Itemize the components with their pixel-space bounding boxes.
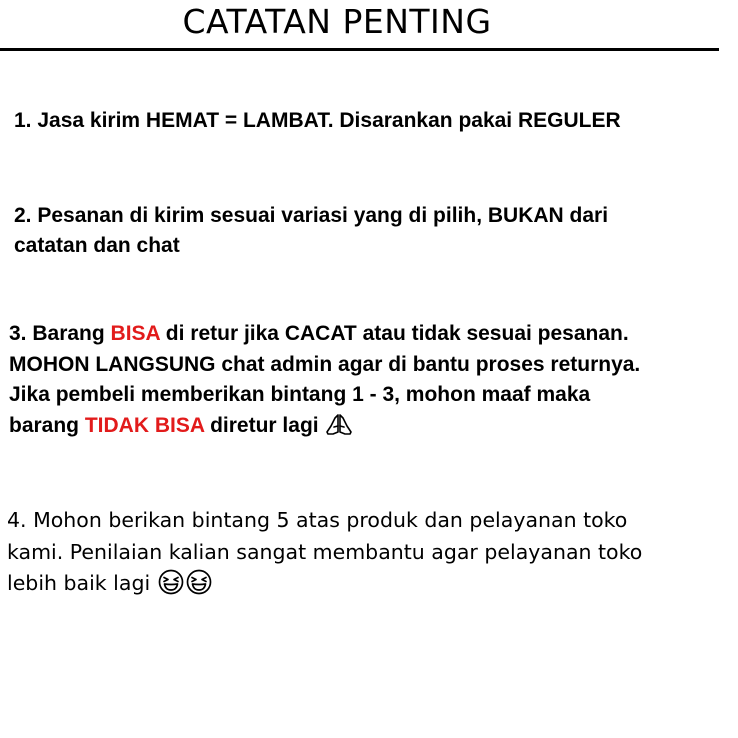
- note-3: [9, 319, 737, 446]
- note-3-line-4-pre: barang: [9, 413, 85, 437]
- highlight-bisa: BISA: [110, 322, 160, 345]
- note-4-line-2: kami. Penilaian kalian sangat membantu agar pelayanan toko: [7, 539, 643, 564]
- note-4-line-3-text: lebih baik lagi: [7, 571, 151, 595]
- note-3-line-1-post: di retur jika CACAT atau tidak sesuai pesanan.: [159, 322, 629, 345]
- note-3-line-1: [9, 319, 737, 350]
- note-4: [7, 505, 732, 605]
- title-divider: [0, 48, 719, 51]
- page-title: CATATAN PENTING: [182, 2, 492, 41]
- note-1: [14, 106, 621, 136]
- highlight-tidak-bisa: TIDAK BISA: [84, 413, 205, 437]
- note-4-line-3: [7, 568, 732, 605]
- note-1-text: 1. Jasa kirim HEMAT = LAMBAT. Disarankan pakai REGULER: [14, 109, 621, 132]
- note-3-line-4: [9, 411, 737, 447]
- grinning-squint-face-icon: [157, 569, 185, 605]
- note-4-line-1: 4. Mohon berikan bintang 5 atas produk dan pelayanan toko: [7, 508, 628, 532]
- note-3-line-3: Jika pembeli memberikan bintang 1 - 3, mohon maaf maka: [9, 383, 591, 406]
- praying-hands-icon: [324, 413, 354, 447]
- note-3-line-2: MOHON LANGSUNG chat admin agar di bantu proses returnya.: [9, 352, 641, 376]
- note-3-line-4-post: diretur lagi: [204, 413, 319, 437]
- note-2-line-2: catatan dan chat: [14, 234, 180, 257]
- grinning-squint-face-icon: [185, 569, 213, 605]
- note-2-line-1: 2. Pesanan di kirim sesuai variasi yang di pilih, BUKAN dari: [14, 204, 609, 227]
- note-2: [14, 201, 714, 261]
- note-3-line-1-pre: 3. Barang: [9, 322, 111, 345]
